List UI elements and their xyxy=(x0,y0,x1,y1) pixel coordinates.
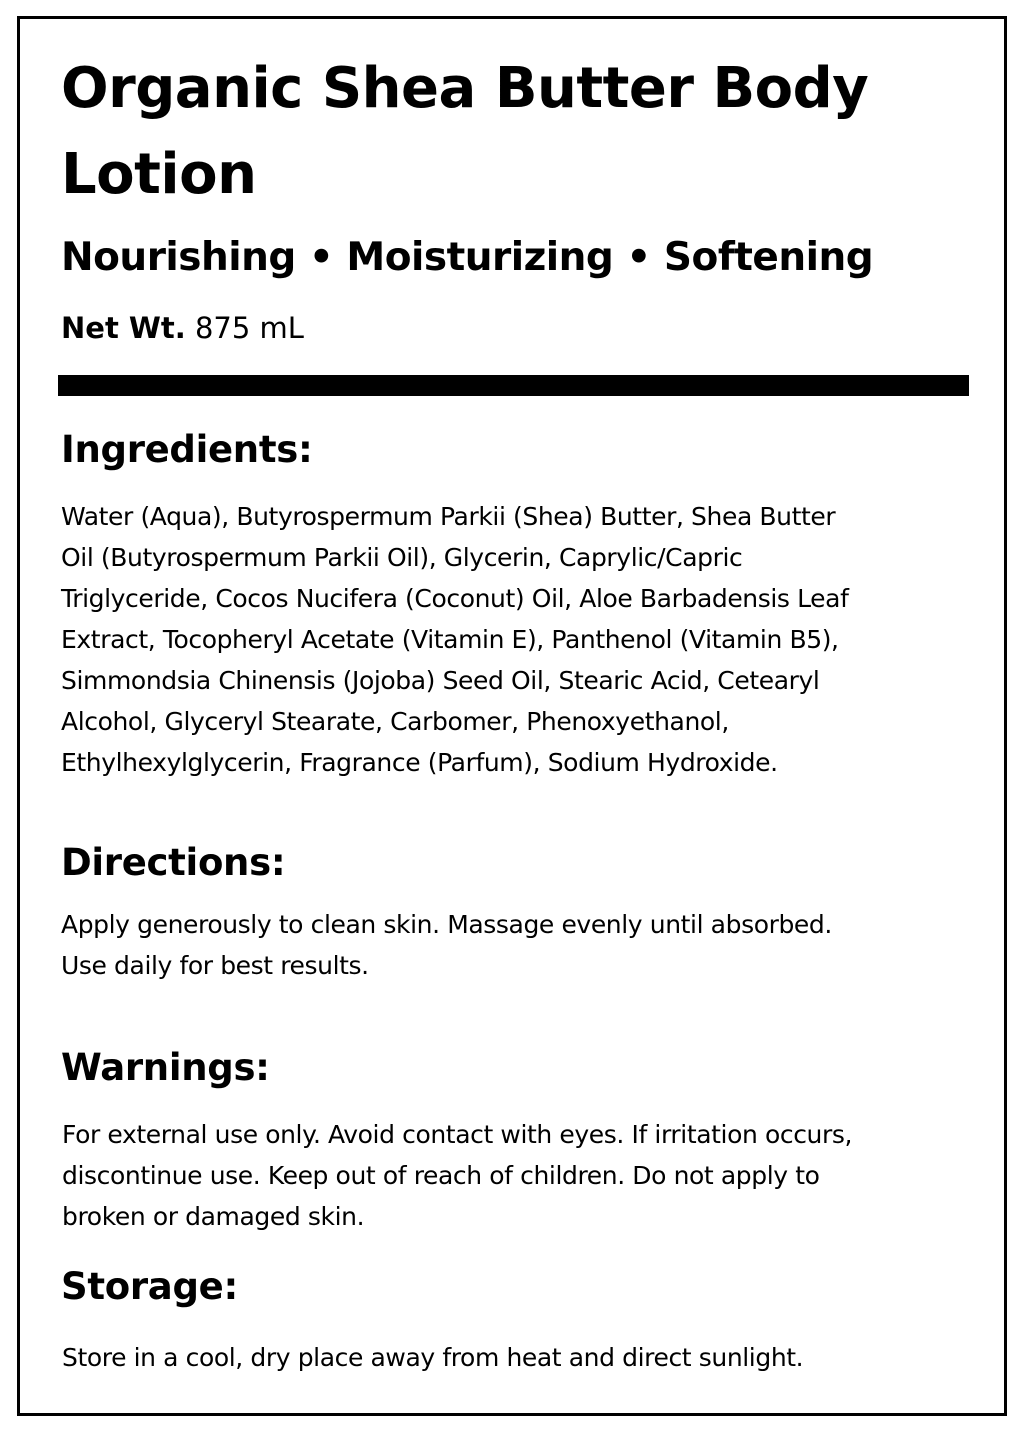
warnings-text: For external use only. Avoid contact with eyes. If irritation occurs, discontinue use. Keep out of reach of children. Do not apply to broken or damaged skin. xyxy=(62,1120,853,1231)
ingredients-text: Water (Aqua), Butyrospermum Parkii (Shea) Butter, Shea Butter Oil (Butyrospermum Parkii Oil), Glycerin, Caprylic/Capric Triglyceride, Cocos Nucifera (Coconut) Oil, Aloe Barbadensis Leaf Extract, Tocopheryl Acetate (Vitamin E), Panthenol (Vitamin B5), Simmondsia Chinensis (Jojoba) Seed Oil, Stearic Acid, Cetearyl Alcohol, Glyceryl Stearate, Carbomer, Phenoxyethanol, Ethylhexylglycerin, Fragrance (Parfum), Sodium Hydroxide. xyxy=(61,502,849,777)
product-tagline: Nourishing • Moisturizing • Softening xyxy=(61,235,874,280)
net-weight xyxy=(61,307,304,349)
warnings-heading: Warnings: xyxy=(61,1046,270,1089)
storage-text: Store in a cool, dry place away from heat and direct sunlight. xyxy=(62,1343,804,1372)
storage-heading: Storage: xyxy=(61,1265,238,1308)
net-weight-label: Net Wt. xyxy=(61,311,186,345)
ingredients-heading: Ingredients: xyxy=(61,428,313,471)
directions-heading: Directions: xyxy=(61,841,286,884)
net-weight-value: 875 mL xyxy=(194,311,304,345)
divider-bar xyxy=(58,375,969,396)
product-title: Organic Shea Butter Body Lotion xyxy=(61,56,869,207)
directions-text: Apply generously to clean skin. Massage evenly until absorbed. Use daily for best results. xyxy=(61,910,832,980)
